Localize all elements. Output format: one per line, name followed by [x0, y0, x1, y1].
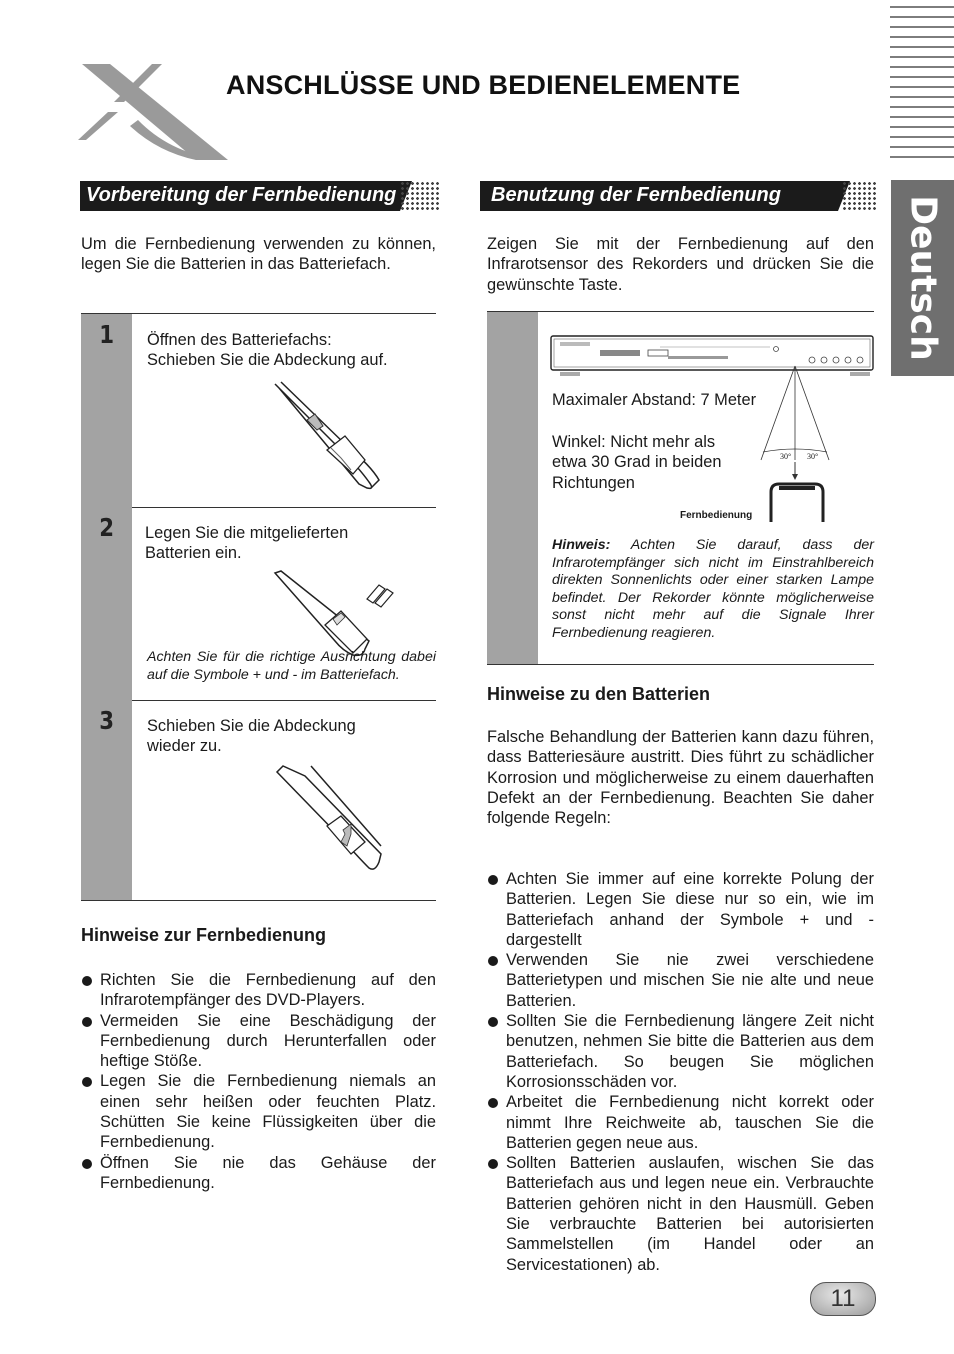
page-number: 11 [810, 1282, 876, 1316]
step-text-line: Schieben Sie die Abdeckung auf. [147, 351, 388, 370]
battery-intro: Falsche Behandlung der Batterien kann dazu führen, dass Batteriesäure austritt. Dies führt zu schädlicher Korrosion und möglicherweise zu einem dauerhaften Defekt an der Fernbedienung. Beachten Sie daher folgende Regeln: [487, 728, 874, 828]
list-item: Sollten Sie die Fernbedienung längere Zeit nicht benutzen, nehmen Sie bitte die Batterien aus dem Batteriefach. So beugen Sie möglichen Korrosionsschäden vor. [487, 1011, 874, 1092]
step-text [147, 330, 388, 371]
usage-illustration-box [487, 311, 874, 665]
list-item: Achten Sie immer auf eine korrekte Polung der Batterien. Legen Sie diese nur so ein, wie im Batteriefach anhand der Symbole + und - dargestellt [487, 869, 874, 950]
language-tab-label: Deutsch [902, 195, 943, 361]
step-text [145, 523, 348, 564]
list-item: Legen Sie die Fernbedienung niemals an einen sehr heißen oder feuchten Platz. Schütten Sie keine Flüssigkeiten über die Fernbedienung. [81, 1071, 436, 1152]
step-number: 3 [99, 706, 115, 735]
list-item: Verwenden Sie nie zwei verschiedene Batterietypen und mischen Sie nie alte und neue Batterien. [487, 950, 874, 1011]
section-title-prepare: Vorbereitung der Fernbedienung [86, 184, 397, 206]
sensor-note-text: Achten Sie darauf, dass der Infrarotempfänger sich nicht im Einstrahlbereich direkten Sonnenlichts oder einer starken Lampe befindet. Der Rekorder könnte möglicherweise sonst nicht mehr auf die Signale Ihrer Fernbedienung reagieren. [552, 537, 874, 641]
list-item: Arbeitet die Fernbedienung nicht korrekt oder nimmt Ihre Reichweite ab, tauschen Sie die Batterien gegen neue aus. [487, 1092, 874, 1153]
angle-left-value: 30° [780, 452, 792, 461]
remote-open-cover-illustration [271, 380, 386, 492]
steps-table [81, 313, 436, 901]
angle-label-line: Richtungen [552, 473, 635, 492]
section-title-usage: Benutzung der Fernbedienung [491, 184, 781, 206]
angle-right-value: 30° [807, 452, 819, 461]
section-header-usage [480, 181, 878, 211]
usage-box-grey-column [487, 312, 538, 664]
step-text-line: Legen Sie die mitgelieferten [145, 524, 349, 542]
decorative-stripes [890, 6, 954, 166]
step-number: 2 [99, 513, 115, 542]
step-3 [81, 700, 436, 900]
step-text [147, 716, 356, 757]
list-item: Sollten Batterien auslaufen, wischen Sie das Batteriefach aus und legen neue ein. Verbrauchte Batterien gehören nicht in den Hausmüll. Geben Sie verbrauchte Batterien bei autorisierten Sammelstellen (im Handel oder an Servicestationen) ab. [487, 1153, 874, 1275]
prepare-intro: Um die Fernbedienung verwenden zu können, legen Sie die Batterien in das Batteriefach. [81, 235, 436, 274]
remote-hints-title: Hinweise zur Fernbedienung [81, 925, 327, 945]
step-text-line: wieder zu. [147, 737, 222, 756]
angle-label [552, 432, 722, 493]
angle-label-line: etwa 30 Grad in beiden [552, 453, 722, 472]
step-text-line: Batterien ein. [145, 544, 242, 563]
remote-hints-list [81, 970, 436, 1193]
step-text-line: Schieben Sie die Abdeckung [147, 717, 356, 735]
remote-close-cover-illustration [273, 764, 383, 874]
max-distance-label: Maximaler Abstand: 7 Meter [552, 391, 757, 409]
brand-logo-x [78, 60, 238, 165]
language-tab [891, 180, 954, 376]
ir-beam-angle-illustration [757, 362, 857, 522]
remote-label: Fernbedienung [680, 510, 753, 521]
step-2 [81, 507, 436, 700]
step-number: 1 [99, 320, 115, 349]
section-header-prepare [80, 181, 440, 211]
sensor-note-label: Hinweis: [552, 537, 611, 553]
list-item: Öffnen Sie nie das Gehäuse der Fernbedienung. [81, 1153, 436, 1194]
page-title: ANSCHLÜSSE UND BEDIENELEMENTE [226, 70, 741, 100]
battery-hints-title: Hinweise zu den Batterien [487, 684, 711, 704]
battery-rules-list [487, 869, 874, 1275]
angle-label-line: Winkel: Nicht mehr als [552, 433, 716, 451]
remote-insert-batteries-illustration [271, 569, 396, 659]
step-2-note: Achten Sie für die richtige Ausrichtung dabei auf die Symbole + und - im Batteriefach. [147, 649, 436, 683]
sensor-note [552, 537, 874, 642]
step-1 [81, 314, 436, 507]
step-text-line: Öffnen des Batteriefachs: [147, 331, 332, 349]
list-item: Richten Sie die Fernbedienung auf den Infrarotempfänger des DVD-Players. [81, 970, 436, 1011]
usage-intro: Zeigen Sie mit der Fernbedienung auf den Infrarotsensor des Rekorders und drücken Sie die gewünschte Taste. [487, 235, 874, 294]
list-item: Vermeiden Sie eine Beschädigung der Fernbedienung durch Herunterfallen oder heftige Stöße. [81, 1011, 436, 1072]
